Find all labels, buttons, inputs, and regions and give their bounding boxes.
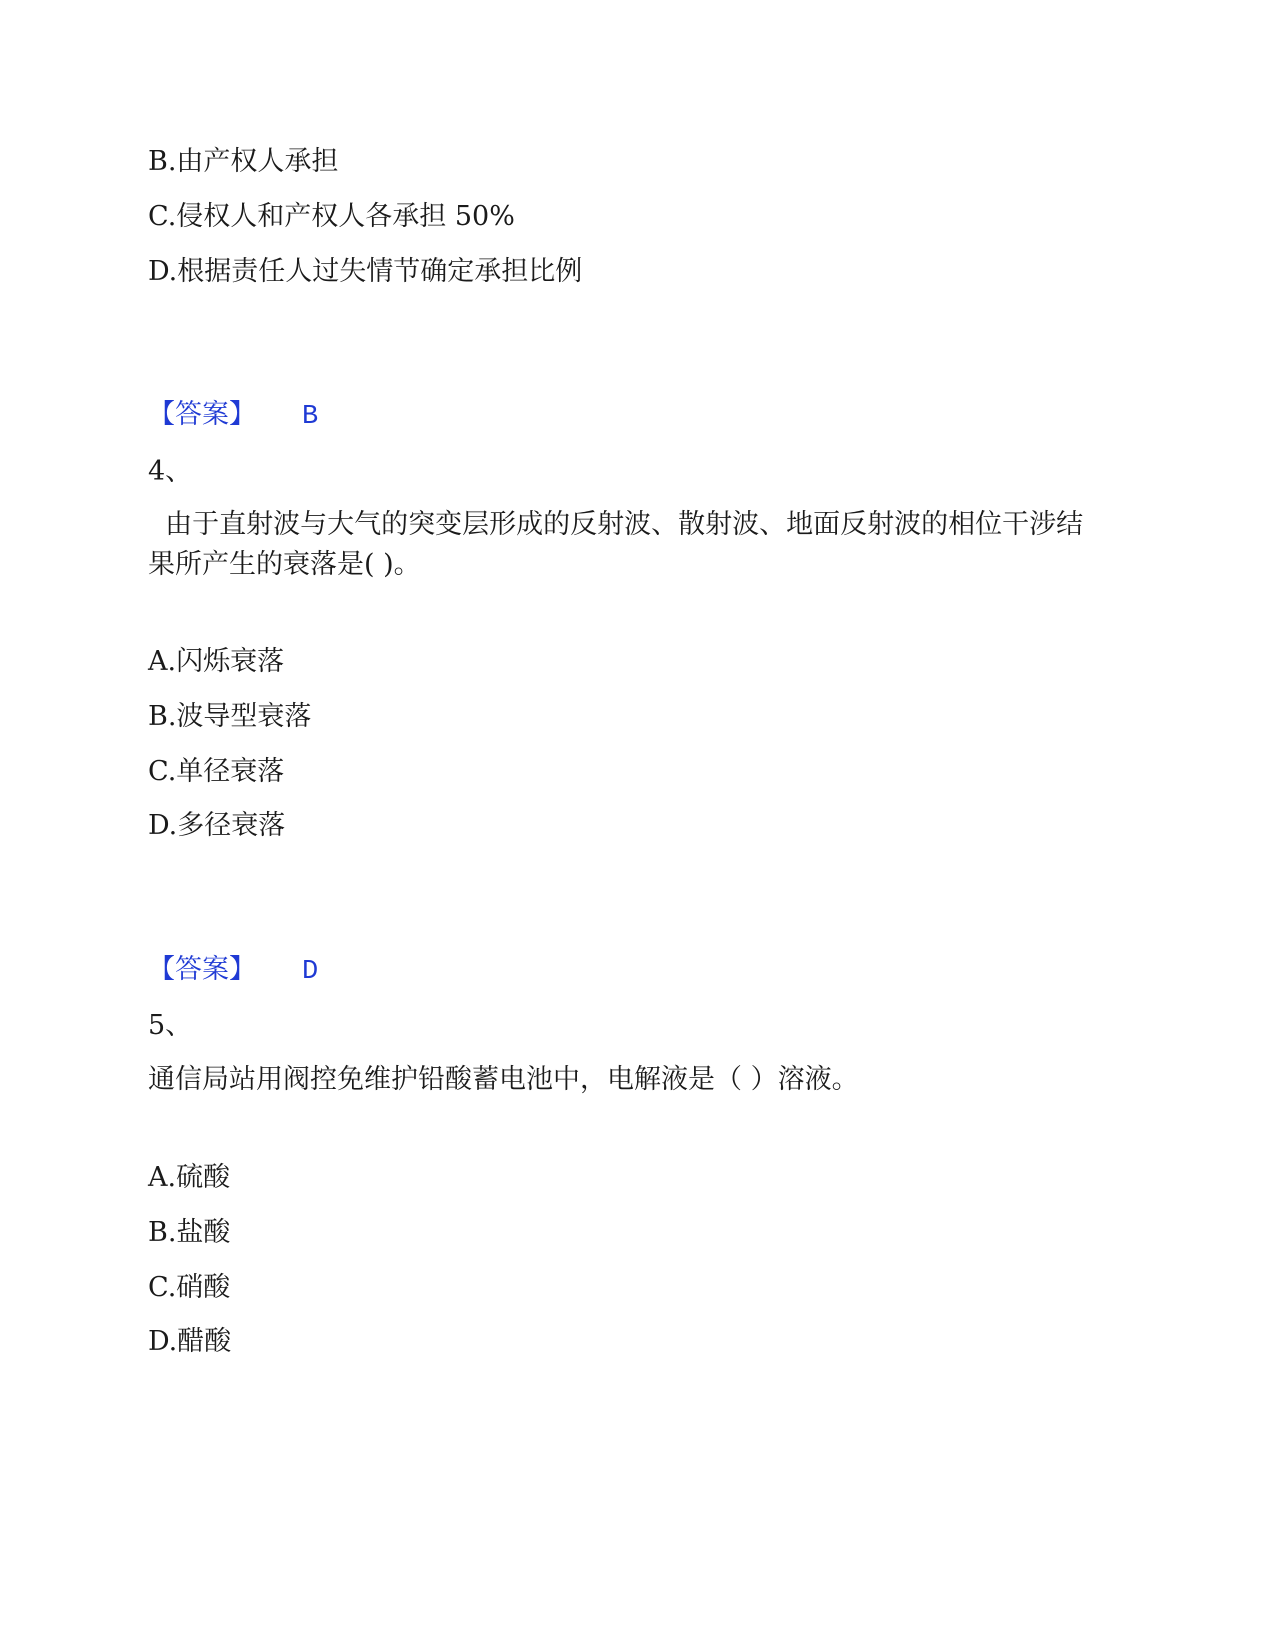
q4-option-d: D.多径衰落: [148, 810, 286, 841]
q5-option-c: C.硝酸: [148, 1272, 231, 1303]
q4-option-b: B.波导型衰落: [148, 701, 312, 732]
q5-stem: 通信局站用阀控免维护铅酸蓄电池中，电解液是（ ）溶液。: [148, 1064, 859, 1095]
q4-answer-label: 【答案】: [148, 954, 256, 985]
q3-option-c: C.侵权人和产权人各承担 50%: [148, 201, 515, 232]
q3-option-b: B.由产权人承担: [148, 146, 339, 177]
q3-answer-label: 【答案】: [148, 399, 256, 430]
q4-stem: 由于直射波与大气的突变层形成的反射波、散射波、地面反射波的相位干涉结果所产生的衰落是( )。: [148, 509, 1084, 580]
q4-option-c: C.单径衰落: [148, 756, 285, 787]
q5-option-d: D.醋酸: [148, 1326, 232, 1357]
q3-answer-value: B: [302, 402, 319, 432]
q3-answer: [148, 395, 318, 437]
q4-answer: [148, 950, 318, 992]
q4-number: 4、: [148, 456, 193, 487]
q3-option-d: D.根据责任人过失情节确定承担比例: [148, 256, 583, 287]
q4-answer-value: D: [302, 957, 319, 987]
q5-option-a: A.硫酸: [148, 1162, 231, 1193]
q4-option-a: A.闪烁衰落: [148, 646, 285, 677]
q5-option-b: B.盐酸: [148, 1217, 231, 1248]
q5-number: 5、: [148, 1010, 193, 1041]
